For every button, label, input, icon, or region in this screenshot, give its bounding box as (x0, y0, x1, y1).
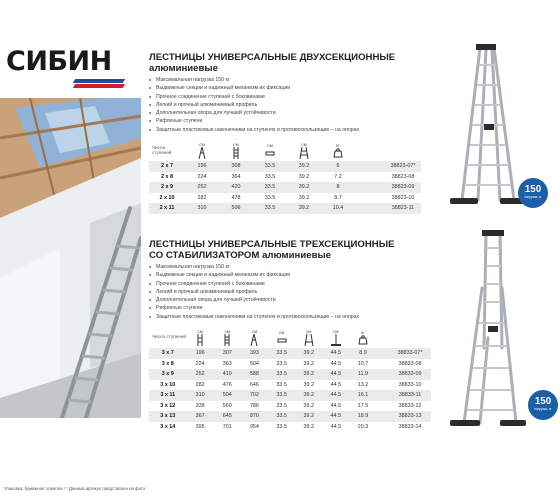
feature-item: ■ Максимальная нагрузка 150 кг (149, 76, 449, 84)
row-article: 38823-10 (391, 194, 415, 201)
brand-logo (6, 46, 126, 88)
cell: 33.5 (264, 194, 276, 201)
row-model: 3 x 8 (161, 360, 174, 367)
row-model: 3 x 13 (149, 411, 187, 422)
cell: 308 (219, 161, 253, 172)
row-model: 2 x 8 (161, 173, 173, 180)
section2-table (149, 326, 431, 432)
cell: 39.2 (287, 182, 321, 193)
cell: 8.7 (334, 194, 342, 201)
step-width-icon (277, 335, 287, 345)
table-row (149, 411, 431, 422)
row-model: 2 x 10 (159, 194, 175, 201)
cell: 39.2 (303, 360, 314, 367)
unit-cm: см (251, 328, 258, 334)
row-model: 3 x 14 (160, 423, 176, 430)
cell: 44.5 (330, 423, 342, 430)
attic-photo (0, 98, 141, 418)
cell: 282 (195, 381, 205, 388)
cell (377, 359, 390, 370)
cell: 224 (195, 360, 205, 367)
cell: 39.2 (298, 194, 310, 201)
cell: 310 (187, 390, 214, 401)
height-b-header (214, 326, 241, 348)
cell: 16.1 (349, 390, 376, 401)
cell: 338 (195, 402, 205, 409)
cell: 33.5 (268, 348, 295, 359)
unit-cm: см (233, 141, 239, 147)
table-row (149, 369, 431, 380)
footnote: Упаковка: бумажная этикетка / * Данный артикул представлен на фото (4, 486, 146, 491)
section2-subtitle: алюминиевые (262, 250, 332, 261)
cell: 33.5 (253, 182, 287, 193)
row-article: 38823-08 (391, 173, 415, 180)
cell: 39.2 (295, 390, 322, 401)
base-width-icon (299, 147, 309, 159)
ladder-straight-icon (197, 334, 203, 346)
row-article: 38833-11 (389, 390, 431, 401)
cell: 870 (241, 411, 268, 422)
table-row (149, 422, 431, 433)
row-model: 3 x 10 (160, 381, 176, 388)
cell: 701 (222, 423, 232, 430)
row-article: 38833-13 (389, 411, 431, 422)
cell: 44.5 (322, 390, 349, 401)
ladder-a-icon (198, 147, 206, 159)
cell: 33.5 (276, 360, 287, 367)
table-row (149, 182, 421, 193)
unit-cm: см (333, 328, 339, 334)
row-article: 38833-08 (398, 360, 422, 367)
section1-table (149, 139, 421, 214)
cell (355, 193, 385, 204)
article-header (389, 326, 431, 348)
load-badge-unit: нагрузка, кг (534, 407, 552, 411)
weight-header (349, 326, 376, 348)
cell: 646 (249, 381, 259, 388)
unit-cm: см (278, 329, 285, 335)
cell: 310 (185, 203, 219, 214)
feature-item: ■ Рифленые ступени (149, 117, 449, 125)
section1-features (149, 76, 449, 134)
cell: 33.5 (253, 161, 287, 172)
row-model: 2 x 11 (149, 203, 185, 214)
feature-item: ■ Максимальная нагрузка 150 кг (149, 263, 449, 271)
cell: 39.2 (295, 411, 322, 422)
ladder-a-icon (250, 334, 258, 346)
feature-item: ■ Рифленые ступени (149, 304, 449, 312)
cell (377, 422, 390, 433)
cell (355, 203, 385, 214)
base-width-header (287, 139, 321, 161)
cell: 10.7 (357, 360, 369, 367)
cell: 33.5 (268, 411, 295, 422)
cell: 44.5 (330, 402, 342, 409)
base-width-icon (304, 334, 314, 346)
cell: 44.5 (322, 348, 349, 359)
cell: 478 (231, 194, 241, 201)
cell (377, 411, 390, 422)
feature-item: ■ Выдвижные секции и надежный механизм их фиксации (149, 271, 449, 279)
cell: 224 (197, 173, 207, 180)
load-badge-value: 150 (534, 396, 552, 407)
step-width-header (253, 139, 287, 161)
unit-cm: см (199, 141, 205, 147)
cell: 393 (241, 348, 268, 359)
table-row (149, 172, 421, 183)
cell: 307 (214, 348, 241, 359)
weight-header (321, 139, 355, 161)
row-model: 3 x 12 (160, 402, 176, 409)
unit-cm: см (267, 142, 273, 148)
cell: 13.2 (357, 381, 369, 388)
cell: 196 (187, 348, 214, 359)
cell: 786 (249, 402, 259, 409)
cell: 33.5 (268, 390, 295, 401)
cell: 420 (219, 182, 253, 193)
feature-item: ■ Легкий и прочный алюминиевый профиль (149, 101, 449, 109)
cell: 44.5 (322, 411, 349, 422)
cell: 11.9 (349, 369, 376, 380)
cell (355, 182, 385, 193)
section1-title-text: ЛЕСТНИЦЫ УНИВЕРСАЛЬНЫЕ ДВУХСЕКЦИОННЫЕ (149, 52, 396, 63)
cell: 364 (231, 173, 241, 180)
cell: 39.2 (303, 381, 314, 388)
three-section-ladder-image (446, 228, 532, 438)
load-badge (518, 178, 548, 208)
cell: 252 (185, 182, 219, 193)
table-header-row (149, 139, 421, 161)
cell: 39.2 (295, 369, 322, 380)
table-header-row (149, 326, 431, 348)
cell: 44.5 (330, 360, 342, 367)
unit-kg: кг (361, 329, 365, 335)
cell (377, 380, 390, 391)
cell: 196 (185, 161, 219, 172)
row-article: 38823-07* (385, 161, 421, 172)
brand-stripe-red (73, 84, 125, 88)
cell: 39.2 (295, 348, 322, 359)
steps-header: Число ступеней (152, 144, 172, 155)
cell: 8 (321, 182, 355, 193)
cell: 17.5 (357, 402, 369, 409)
feature-item: ■ Защитные пластиковые наконечники на ступенях и противоскользящие – на опорах (149, 126, 449, 134)
cell: 39.2 (303, 423, 314, 430)
section1-subtitle: алюминиевые (149, 63, 218, 74)
cell: 252 (187, 369, 214, 380)
cell: 20.3 (357, 423, 369, 430)
table-row (149, 161, 421, 172)
load-badge-unit: нагрузка, кг (524, 195, 542, 199)
brand-name: СИБИН (6, 46, 112, 77)
row-article: 38833-12 (398, 402, 422, 409)
cell (355, 172, 385, 183)
cell: 363 (222, 360, 232, 367)
width-b-header (295, 326, 322, 348)
section2-title-line2: СО СТАБИЛИЗАТОРОМ (149, 250, 260, 261)
feature-item: ■ Прочное соединение ступеней с боковинами (149, 93, 449, 101)
row-model: 2 x 7 (149, 161, 185, 172)
row-article: 38823-09 (385, 182, 421, 193)
cell: 282 (197, 194, 207, 201)
ladder-straight-icon (233, 147, 239, 159)
row-article: 38833-14 (398, 423, 422, 430)
unit-cm: см (197, 328, 203, 334)
cell (355, 161, 385, 172)
cell (377, 348, 390, 359)
cell: 504 (214, 390, 241, 401)
row-model: 2 x 9 (149, 182, 185, 193)
section2-features (149, 263, 449, 321)
section2-title-line1: ЛЕСТНИЦЫ УНИВЕРСАЛЬНЫЕ ТРЕХСЕКЦИОННЫЕ (149, 239, 395, 250)
cell: 395 (195, 423, 205, 430)
cell: 33.5 (268, 369, 295, 380)
load-badge (528, 390, 558, 420)
article-header (385, 139, 421, 161)
cell (377, 390, 390, 401)
row-article: 38833-10 (398, 381, 422, 388)
feature-item: ■ Прочное соединение ступеней с боковинами (149, 280, 449, 288)
row-article: 38833-09 (389, 369, 431, 380)
row-model: 3 x 7 (149, 348, 187, 359)
cell: 588 (241, 369, 268, 380)
brand-stripe-blue (73, 79, 125, 83)
cell: 44.5 (330, 381, 342, 388)
cell: 39.2 (287, 161, 321, 172)
cell: 504 (249, 360, 259, 367)
width-c-header (322, 326, 349, 348)
unit-cm: см (224, 328, 231, 334)
steps-header: Число ступеней (152, 334, 186, 340)
row-article: 38833-07* (389, 348, 431, 359)
cell: 33.5 (276, 402, 287, 409)
cell: 476 (222, 381, 232, 388)
height-c-header (241, 326, 268, 348)
cell: 39.2 (287, 203, 321, 214)
unit-kg: кг (336, 142, 340, 148)
cell: 419 (214, 369, 241, 380)
table-row (149, 193, 421, 204)
feature-item: ■ Дополнительная опора для лучшей устойчивости (149, 109, 449, 117)
table-row (149, 359, 431, 370)
width-a-header (268, 326, 295, 348)
row-article: 38823-11 (385, 203, 421, 214)
table-row (149, 348, 431, 359)
cell: 6 (321, 161, 355, 172)
unit-cm: см (305, 328, 312, 334)
table-row (149, 401, 431, 412)
cell: 506 (219, 203, 253, 214)
row-model: 3 x 11 (149, 390, 187, 401)
feature-item: ■ Выдвижные секции и надежный механизм их фиксации (149, 84, 449, 92)
cell (377, 401, 390, 412)
cell: 39.2 (298, 173, 310, 180)
cell: 39.2 (303, 402, 314, 409)
cell: 702 (241, 390, 268, 401)
cell (377, 369, 390, 380)
working-height-header (185, 139, 219, 161)
cell: 10.4 (321, 203, 355, 214)
table-row (149, 203, 421, 214)
weight-icon (358, 335, 368, 345)
row-model: 3 x 9 (149, 369, 187, 380)
cell: 33.5 (276, 381, 287, 388)
extended-height-header (219, 139, 253, 161)
cell: 560 (222, 402, 232, 409)
cell: 18.9 (349, 411, 376, 422)
empty-header (377, 326, 390, 348)
height-a-header (187, 326, 214, 348)
weight-icon (333, 148, 343, 158)
unit-cm: см (301, 141, 307, 147)
ladder-extended-icon (224, 334, 230, 346)
cell: 954 (249, 423, 259, 430)
section2-title (149, 239, 469, 261)
cell: 33.5 (253, 203, 287, 214)
empty-header (355, 139, 385, 161)
cell: 33.5 (264, 173, 276, 180)
table-row (149, 380, 431, 391)
cell: 8.9 (349, 348, 376, 359)
load-badge-value: 150 (524, 184, 542, 195)
cell: 367 (187, 411, 214, 422)
cell: 7.2 (334, 173, 342, 180)
feature-item: ■ Легкий и прочный алюминиевый профиль (149, 288, 449, 296)
table-row (149, 390, 431, 401)
cell: 44.5 (322, 369, 349, 380)
feature-item: ■ Защитные пластиковые наконечники на ступенях и противоскользящие – на опорах (149, 313, 449, 321)
cell: 33.5 (276, 423, 287, 430)
feature-item: ■ Дополнительная опора для лучшей устойчивости (149, 296, 449, 304)
cell: 645 (214, 411, 241, 422)
section1-title (149, 52, 449, 74)
step-width-icon (265, 148, 275, 158)
stabilizer-icon (330, 334, 342, 346)
